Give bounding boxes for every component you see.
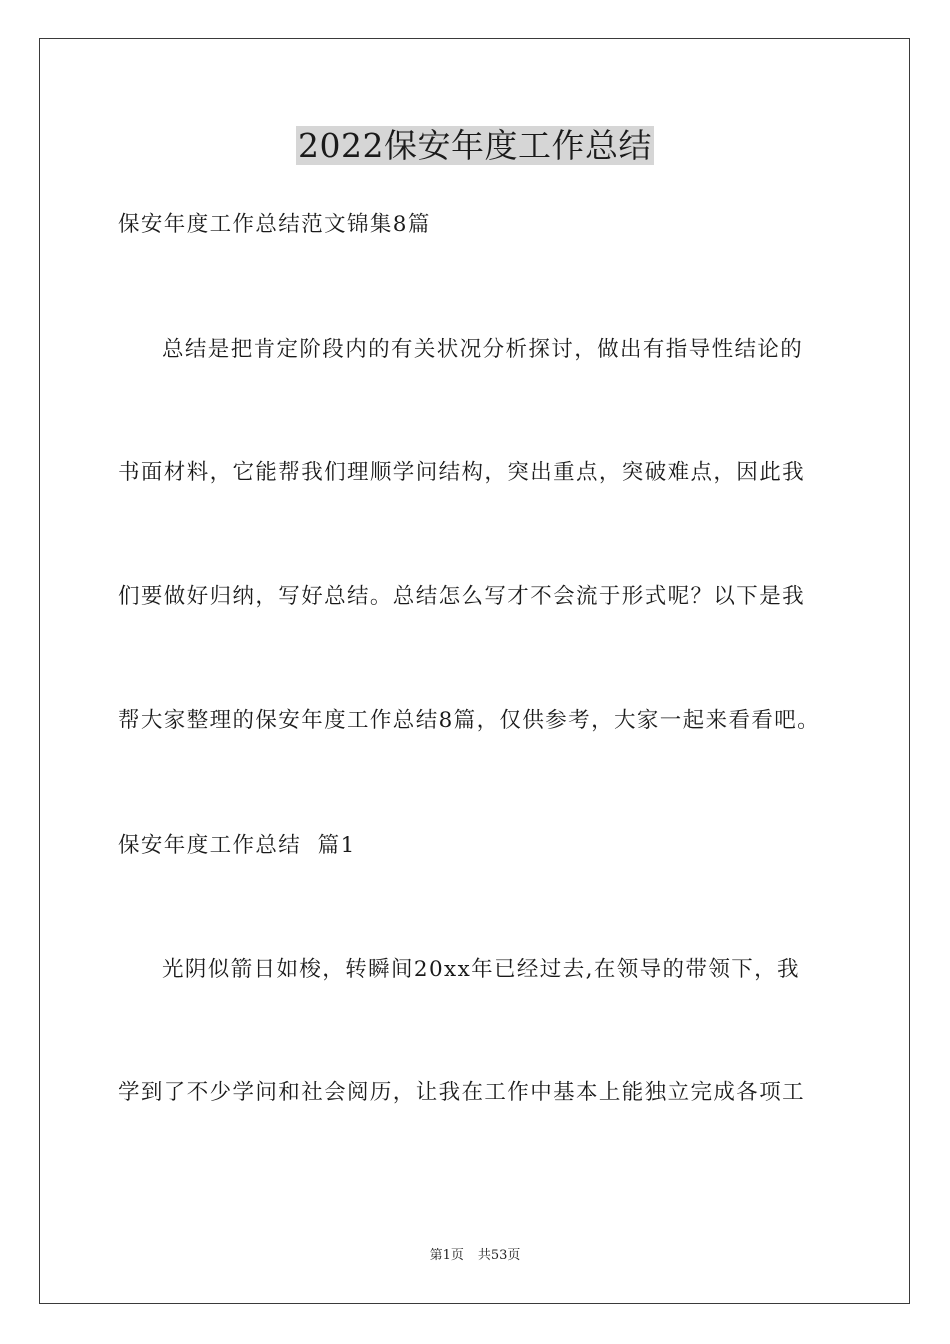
paragraph-line: 书面材料，它能帮我们理顺学问结构，突出重点，突破难点，因此我 [118,460,806,485]
paragraph-line: 帮大家整理的保安年度工作总结8篇，仅供参考，大家一起来看看吧。 [118,708,821,733]
page-footer [0,1247,950,1265]
page-number: 第1页 [429,1248,464,1263]
paragraph-line: 们要做好归纳，写好总结。总结怎么写才不会流于形式呢？以下是我 [118,584,806,609]
document-title [0,124,950,168]
document-title-text: 2022保安年度工作总结 [298,126,652,165]
page-total: 共53页 [477,1248,521,1263]
document-subtitle: 保安年度工作总结范文锦集8篇 [118,212,431,237]
paragraph-line: 光阴似箭日如梭，转瞬间20xx年已经过去,在领导的带领下，我 [162,957,800,982]
paragraph-line: 总结是把肯定阶段内的有关状况分析探讨，做出有指导性结论的 [162,337,804,362]
section-heading: 保安年度工作总结 篇1 [118,833,356,858]
paragraph-line: 学到了不少学问和社会阅历，让我在工作中基本上能独立完成各项工 [118,1080,806,1105]
